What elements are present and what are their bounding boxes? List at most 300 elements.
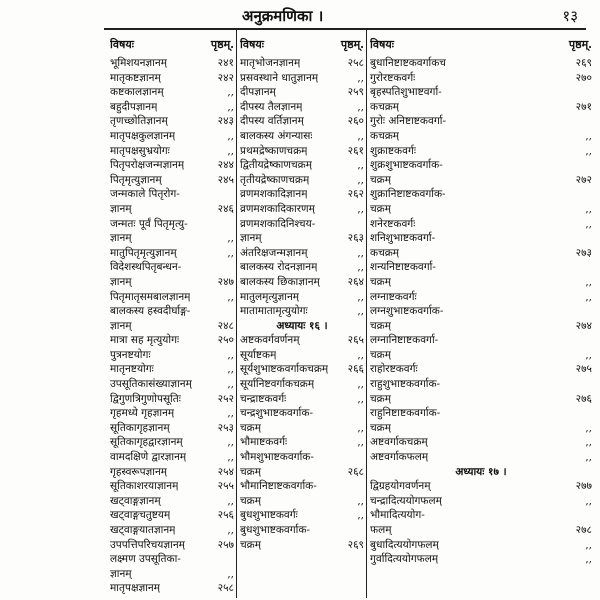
index-entry [110, 231, 234, 246]
index-entry [240, 333, 364, 348]
index-entry [240, 173, 364, 188]
index-entry [110, 479, 234, 494]
entry-page: ,, [585, 348, 592, 361]
index-entry [370, 348, 592, 363]
entry-title: शुक्रशुभाष्टकवर्गाक- [370, 159, 443, 172]
index-entry [370, 187, 592, 202]
index-entry [370, 246, 592, 261]
entry-page [362, 406, 364, 421]
entry-title: कचक्रम् [370, 129, 400, 142]
index-entry [240, 275, 364, 290]
page-heading: पृष्ठम्. [568, 38, 592, 51]
index-entry [110, 114, 234, 129]
column-header [240, 34, 364, 56]
column-header [110, 34, 234, 56]
entry-page: २५६ [217, 509, 234, 522]
entry-page: ,, [585, 494, 592, 507]
entry-title: मातृपक्षसुभ्रयोगः [110, 144, 170, 157]
entry-title: मातृनष्टयोगः [110, 363, 154, 376]
page-heading: पृष्ठम्. [340, 38, 364, 51]
page-number: १३ [562, 7, 578, 25]
index-entry [370, 71, 592, 86]
index-entry [110, 260, 234, 275]
entry-title: मातामातामृत्युयोगः [240, 305, 308, 318]
entry-title: पितृपरोक्षजन्मज्ञानम् [110, 159, 185, 172]
entry-page: ,, [585, 553, 592, 566]
entry-title: बुधशुभाष्टकवर्गः [240, 509, 298, 522]
index-entry [370, 100, 592, 115]
entry-title: दीपस्य वर्तिज्ञानम् [240, 115, 304, 128]
entry-title: भूमिशयनज्ञानम् [110, 57, 167, 69]
index-entry [110, 202, 234, 217]
entry-title: पितृमृत्युज्ञानम् [110, 173, 162, 186]
index-entry [370, 56, 592, 71]
index-entry [240, 290, 364, 305]
index-entry [370, 406, 592, 421]
entry-title: चक्रम् [240, 494, 262, 507]
index-entry [240, 56, 364, 71]
entry-page: ,, [357, 173, 364, 186]
index-entry [370, 173, 592, 188]
entry-title: दीपस्य तैलज्ञानम् [240, 100, 303, 113]
entry-title: चक्रम् [370, 202, 392, 215]
index-entry [370, 479, 592, 494]
entry-title: दीपज्ञानम् [240, 86, 276, 99]
entry-title: उपपत्तिपरिचयज्ञानम् [110, 538, 185, 551]
index-entry [240, 377, 364, 392]
entry-page [590, 114, 592, 129]
index-entry [240, 465, 364, 480]
entry-page: ,, [585, 144, 592, 157]
index-entry [110, 523, 234, 538]
entry-page: ,, [357, 348, 364, 361]
entry-page [590, 158, 592, 173]
entry-page: २५० [217, 334, 234, 347]
entry-title: चक्रम् [370, 173, 392, 186]
entry-title: द्विगुणत्रिगुणोपसूतिः [110, 392, 181, 405]
entry-title: मातृपक्षकुलज्ञानम् [110, 129, 176, 142]
entry-title: बालकस्य अंगन्यासः [240, 129, 313, 142]
index-entry [240, 406, 364, 421]
index-entry [110, 377, 234, 392]
entry-page [590, 406, 592, 421]
entry-page: ,, [227, 86, 234, 99]
entry-title: ज्ञानम् [110, 232, 132, 245]
chapter-heading: अध्यायः १६ । [276, 319, 328, 332]
entry-title: चक्रम् [240, 538, 262, 551]
entry-page: २६० [347, 115, 364, 128]
entry-page: ,, [227, 567, 234, 580]
entry-page [590, 333, 592, 348]
entry-page: ,, [357, 436, 364, 449]
header-rule [104, 28, 586, 30]
entry-page: २६२ [347, 188, 364, 201]
entry-page: ,, [357, 71, 364, 84]
entry-title: चक्रम् [240, 465, 262, 478]
entry-title: कचक्रम् [370, 100, 400, 113]
entry-title: पुत्रनष्टयोगः [110, 348, 151, 361]
entry-title: सूर्याष्टकम् [240, 348, 277, 361]
entry-title: अष्टकवर्गवर्णनम् [240, 334, 300, 347]
entry-page [590, 187, 592, 202]
entry-title: मातुलमृत्युज्ञानम् [240, 290, 300, 303]
entry-title: शनेरष्टकवर्गः [370, 217, 416, 230]
index-entry [110, 71, 234, 86]
entry-page: २४७ [217, 275, 234, 288]
index-entry [240, 392, 364, 407]
entry-title: तृणच्छोतिज्ञानम् [110, 115, 168, 128]
entry-page: २७३ [575, 246, 592, 259]
entry-page: २७४ [575, 319, 592, 332]
entry-page: २६१ [347, 144, 364, 157]
index-entry [110, 333, 234, 348]
entry-page [590, 377, 592, 392]
entry-title: मात्रा सह मृत्युयोगः [110, 334, 180, 347]
entry-title: बालकस्य छिकाज्ञानम् [240, 275, 320, 288]
entry-page: २५२ [217, 392, 234, 405]
entry-page: ,, [357, 159, 364, 172]
entry-title: सूर्यशुभाष्टकवर्गाकचक्रम् [240, 363, 329, 376]
entry-page: २७१ [575, 100, 592, 113]
entry-title: गृहमध्ये गृहज्ञानम् [110, 407, 175, 420]
index-entry [110, 144, 234, 159]
index-entry [110, 187, 234, 202]
entry-page: २४६ [217, 202, 234, 215]
index-entry [240, 187, 364, 202]
index-entry [110, 290, 234, 305]
entry-title: फलम् [370, 524, 392, 536]
subject-heading: विषयः [110, 38, 134, 51]
entry-title: गुरोरष्टकवर्गः [370, 71, 416, 84]
index-entry [370, 508, 592, 523]
entry-title: व्रणमशकादिकारणम् [240, 202, 315, 215]
entry-title: प्रसवस्थाने धातुज्ञानम् [240, 71, 319, 84]
entry-page: २७५ [575, 363, 592, 376]
entry-page [232, 552, 234, 567]
entry-page: ,, [227, 290, 234, 303]
entry-title: बुधादित्ययोगफलम् [370, 538, 439, 551]
entry-title: शुक्राष्टकवर्गः [370, 144, 416, 157]
entry-page [590, 231, 592, 246]
entry-title: चक्रम् [370, 319, 392, 332]
entry-page: ,, [227, 232, 234, 245]
entry-page: २४४ [217, 159, 234, 172]
entry-title: जन्मतः पूर्वं पितृमृत्यु- [110, 217, 188, 230]
entry-page [362, 217, 364, 232]
entry-page: ,, [227, 451, 234, 464]
entry-title: बुधानिष्टाष्टकवर्गाकच [370, 57, 446, 69]
entry-page: २६८ [347, 465, 364, 478]
entry-page: ,, [357, 509, 364, 522]
index-entry [370, 421, 592, 436]
entry-page: ,, [227, 494, 234, 507]
entry-title: सूर्यानिष्टवर्गाकचक्रम् [240, 378, 315, 391]
entry-page: २६५ [347, 334, 364, 347]
entry-page: ,, [585, 217, 592, 230]
entry-page: ,, [357, 202, 364, 215]
entry-title: अंतरिक्षजन्मज्ञानम् [240, 246, 308, 259]
entry-page: ,, [357, 392, 364, 405]
entry-page [590, 260, 592, 275]
entry-title: मातृभोजनज्ञानम् [240, 57, 301, 69]
entry-title: शनिशुभाष्टकवर्गा- [370, 232, 436, 245]
index-entry [240, 479, 364, 494]
entry-title: गुर्वादित्ययोगफलम् [370, 553, 439, 566]
entry-page: ,, [357, 129, 364, 142]
entry-title: चन्द्राष्टकवर्गः [240, 392, 287, 405]
index-entry [110, 421, 234, 436]
index-entry [240, 348, 364, 363]
subject-heading: विषयः [240, 38, 264, 51]
index-entry [370, 202, 592, 217]
entry-page: २५७ [217, 538, 234, 551]
entry-page: ,, [227, 407, 234, 420]
entry-page: ,, [357, 290, 364, 303]
entry-title: गृहस्वरूपज्ञानम् [110, 465, 168, 478]
entry-title: ज्ञानम् [240, 232, 262, 245]
index-entry [240, 71, 364, 86]
entry-page: ,, [357, 421, 364, 434]
entry-title: भौमशुभाष्टकवर्गाक- [240, 451, 314, 464]
entry-title: व्रणमशकादिज्ञानम् [240, 188, 308, 201]
entry-page: २५३ [217, 421, 234, 434]
entry-title: राहुनिष्टाष्टकवर्गाक- [370, 407, 441, 420]
entry-title: लक्ष्मण उपसूतिका- [110, 553, 181, 566]
index-entry [240, 538, 364, 553]
index-entry [370, 435, 592, 450]
entry-title: व्रणमशकादिनिश्चय- [240, 217, 316, 230]
entry-title: गुरोः अनिष्टाष्टकवर्गा- [370, 115, 447, 128]
entry-title: चक्रम् [370, 392, 392, 405]
index-entry [370, 319, 592, 334]
entry-page: ,, [585, 275, 592, 288]
index-column-3 [370, 34, 592, 596]
index-entry [240, 246, 364, 261]
entry-page: ,, [227, 378, 234, 391]
index-entry [110, 217, 234, 232]
index-entry [370, 494, 592, 509]
entry-page: २४१ [217, 57, 234, 69]
entry-page: २५५ [217, 480, 234, 493]
index-entry [370, 362, 592, 377]
index-entry [110, 304, 234, 319]
index-entry [110, 494, 234, 509]
index-entry [240, 260, 364, 275]
index-entry [110, 173, 234, 188]
entry-title: राहुशुभाष्टकवर्गाक- [370, 378, 441, 391]
column-divider [366, 30, 367, 598]
entry-title: राहोरष्टकवर्गः [370, 363, 418, 376]
entry-page: ,, [227, 363, 234, 376]
index-entry [370, 392, 592, 407]
index-entry [240, 202, 364, 217]
entry-page: ,, [227, 129, 234, 142]
index-entry [240, 158, 364, 173]
index-entry [240, 450, 364, 465]
entry-title: लग्नशुभाष्टकवर्गाक- [370, 305, 444, 318]
entry-page: २५८ [347, 57, 364, 69]
entry-page [362, 450, 364, 465]
index-entry [110, 508, 234, 523]
index-entry [370, 260, 592, 275]
entry-page: ,, [585, 538, 592, 551]
entry-title: चक्रम् [370, 421, 392, 434]
entry-title: कष्टकालज्ञानम् [110, 86, 164, 99]
entry-title: सूतिकाशरयाज्ञानम् [110, 480, 179, 493]
index-column-1 [110, 34, 234, 596]
entry-title: द्वितीयद्रेष्काणचक्रम् [240, 159, 313, 172]
index-entry [240, 129, 364, 144]
entry-page: २७० [575, 71, 592, 84]
index-entry [370, 552, 592, 567]
entry-page [362, 523, 364, 538]
entry-page: २६३ [347, 232, 364, 245]
entry-title: भौमादित्ययोग- [370, 509, 425, 522]
entry-page: २७८ [575, 524, 592, 536]
index-entry [110, 465, 234, 480]
entry-page: ,, [357, 261, 364, 274]
index-entry [110, 552, 234, 567]
entry-page: २७२ [575, 173, 592, 186]
index-entry [240, 231, 364, 246]
index-entry [110, 435, 234, 450]
index-entry [240, 421, 364, 436]
entry-page: २४२ [217, 71, 234, 84]
entry-title: मातृपक्षज्ञानम् [110, 582, 161, 595]
index-entry [110, 538, 234, 553]
entry-page: २४५ [217, 173, 234, 186]
index-entry [110, 450, 234, 465]
index-entry [110, 158, 234, 173]
page-heading: पृष्ठम्. [210, 38, 234, 51]
entry-title: कचक्रम् [370, 246, 400, 259]
index-entry [240, 217, 364, 232]
index-entry [240, 494, 364, 509]
index-entry [240, 144, 364, 159]
entry-page: ,, [585, 436, 592, 449]
entry-page: ,, [585, 451, 592, 464]
entry-page: ,, [585, 421, 592, 434]
entry-page [590, 508, 592, 523]
entry-title: बालकस्य हस्वदीर्घाङ्ग- [110, 305, 191, 318]
index-entry [110, 348, 234, 363]
index-entry [110, 567, 234, 582]
entry-page: २७७ [575, 480, 592, 493]
entry-page: ,, [585, 290, 592, 303]
entry-page: २५८ [217, 582, 234, 595]
entry-page: ,, [227, 246, 234, 259]
index-entry [110, 100, 234, 115]
entry-page [232, 187, 234, 202]
subject-heading: विषयः [370, 38, 394, 51]
entry-page: ,, [357, 100, 364, 113]
entry-title: विदेशस्थपितृबन्धन- [110, 261, 182, 274]
column-header [370, 34, 592, 56]
index-entry [240, 304, 364, 319]
entry-page: ,, [227, 348, 234, 361]
entry-page: ,, [357, 246, 364, 259]
entry-page: २४८ [217, 319, 234, 332]
entry-page [232, 260, 234, 275]
entry-page [362, 479, 364, 494]
index-entry [240, 114, 364, 129]
entry-title: पितृमातृसमबालज्ञानम् [110, 290, 191, 303]
entry-title: अष्टवर्गाकफलम् [370, 451, 429, 464]
index-entry [370, 290, 592, 305]
entry-page [232, 217, 234, 232]
entry-page: २७६ [575, 392, 592, 405]
entry-title: बालकस्य रोदनज्ञानम् [240, 261, 318, 274]
entry-page: ,, [227, 100, 234, 113]
entry-title: शुक्रानिष्टाष्टकवर्गाक- [370, 188, 446, 201]
entry-title: भौमाष्टकवर्गः [240, 436, 288, 449]
index-entry [370, 377, 592, 392]
index-entry [370, 304, 592, 319]
index-entry [110, 275, 234, 290]
entry-title: जन्मकाले पितृरोग- [110, 188, 180, 201]
index-entry [370, 275, 592, 290]
entry-title: ज्ञानम् [110, 319, 132, 332]
entry-title: बुधशुभाष्टकवर्गाक- [240, 524, 310, 536]
entry-page: २५४ [217, 465, 234, 478]
entry-title: मातृकष्टज्ञानम् [110, 71, 161, 84]
entry-page: २६९ [347, 538, 364, 551]
entry-title: बहुदीपज्ञानम् [110, 100, 158, 113]
entry-page: ,, [227, 144, 234, 157]
entry-page: २६९ [575, 57, 592, 69]
index-entry [110, 392, 234, 407]
index-entry [370, 158, 592, 173]
index-entry [110, 246, 234, 261]
entry-page: ,, [227, 524, 234, 536]
index-column-2 [240, 34, 364, 596]
index-entry [110, 129, 234, 144]
entry-title: प्रथमद्रेष्काणचक्रम् [240, 144, 308, 157]
entry-title: चक्रम् [370, 348, 392, 361]
index-entry [370, 523, 592, 538]
entry-title: चक्रम् [370, 275, 392, 288]
entry-page: ,, [357, 494, 364, 507]
entry-title: वामदक्षिणे द्वारज्ञानम् [110, 451, 187, 464]
index-entry [110, 581, 234, 596]
entry-title: ज्ञानम् [110, 567, 132, 580]
index-entry [240, 435, 364, 450]
index-entry [110, 362, 234, 377]
entry-page: २६४ [347, 275, 364, 288]
entry-page: ,, [585, 202, 592, 215]
entry-page [590, 304, 592, 319]
page-header [0, 4, 600, 26]
index-entry [370, 114, 592, 129]
entry-page: ,, [227, 436, 234, 449]
index-entry [370, 217, 592, 232]
entry-title: चक्रम् [240, 421, 262, 434]
index-entry [240, 85, 364, 100]
entry-page [590, 85, 592, 100]
entry-page [232, 304, 234, 319]
entry-title: लग्नानिष्टाष्टकवर्गा- [370, 334, 439, 347]
index-entry [110, 56, 234, 71]
index-entry [110, 406, 234, 421]
entry-page: २४३ [217, 115, 234, 128]
entry-title: द्विग्रहयोगवर्णनम् [370, 480, 431, 493]
entry-title: चन्द्रादित्ययोगफलम् [370, 494, 442, 507]
index-entry [240, 362, 364, 377]
entry-title: मातुपितृमृत्युज्ञानम् [110, 246, 177, 259]
page-title: अनुक्रमणिका । [242, 7, 324, 25]
index-entry [370, 129, 592, 144]
index-entry [240, 523, 364, 538]
